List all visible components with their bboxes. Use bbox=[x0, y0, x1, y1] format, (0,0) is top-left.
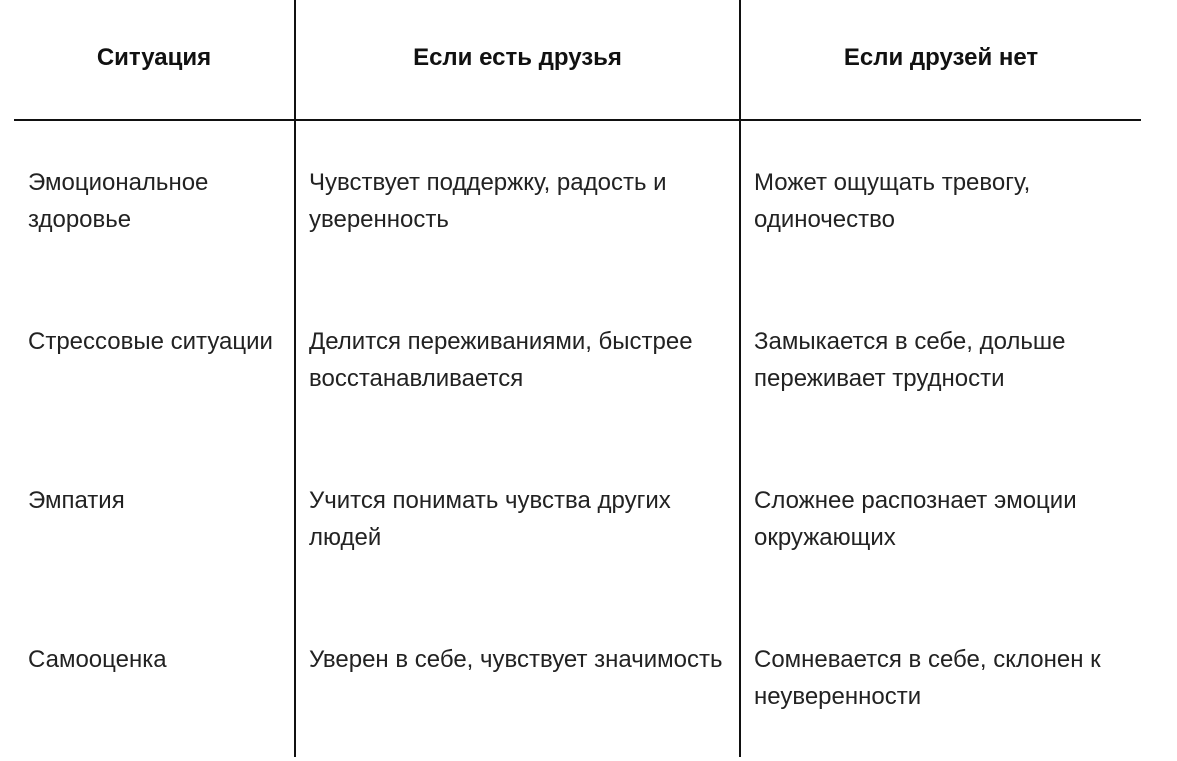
comparison-table bbox=[14, 0, 1141, 761]
table-row bbox=[14, 323, 1141, 403]
cell-situation: Эмоциональное здоровье bbox=[28, 169, 209, 233]
cell-without-friends: Сомневается в себе, склонен к неуверенности bbox=[754, 646, 1101, 710]
cell-situation: Самооценка bbox=[28, 646, 167, 673]
header-without-friends: Если друзей нет bbox=[843, 44, 1039, 71]
header-divider bbox=[14, 119, 1141, 121]
cell-without-friends: Может ощущать тревогу, одиночество bbox=[754, 169, 1031, 233]
table-row bbox=[14, 641, 1141, 721]
cell-with-friends: Чувствует поддержку, радость и уверенность bbox=[309, 169, 667, 233]
header-situation: Ситуация bbox=[96, 44, 212, 71]
header-with-friends: Если есть друзья bbox=[413, 44, 622, 71]
cell-situation: Эмпатия bbox=[28, 487, 125, 514]
cell-situation: Стрессовые ситуации bbox=[28, 328, 273, 355]
cell-with-friends: Учится понимать чувства других людей bbox=[309, 487, 671, 551]
cell-with-friends: Уверен в себе, чувствует значимость bbox=[309, 646, 723, 673]
cell-with-friends: Делится переживаниями, быстрее восстанавливается bbox=[309, 328, 693, 392]
table-row bbox=[14, 164, 1141, 244]
table-row bbox=[14, 482, 1141, 562]
cell-without-friends: Сложнее распознает эмоции окружающих bbox=[754, 487, 1077, 551]
cell-without-friends: Замыкается в себе, дольше переживает трудности bbox=[754, 328, 1066, 392]
